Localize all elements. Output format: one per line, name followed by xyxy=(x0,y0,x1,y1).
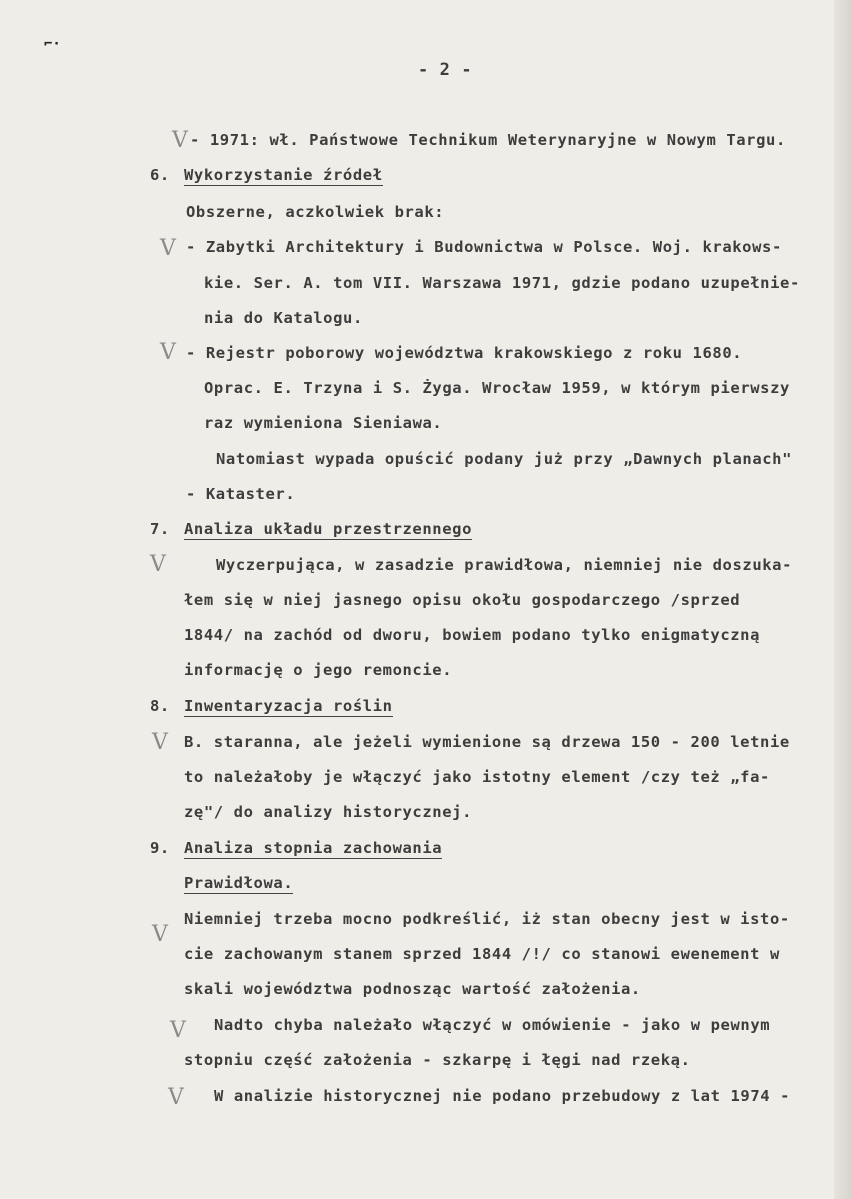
check-mark-1: V xyxy=(172,128,188,153)
check-mark-5: V xyxy=(152,730,168,755)
text-line: Niemniej trzeba mocno podkreślić, iż stan obecny jest w isto- xyxy=(184,910,790,928)
text-line: B. staranna, ale jeżeli wymienione są drzewa 150 - 200 letnie xyxy=(184,733,790,751)
text-line: zę"/ do analizy historycznej. xyxy=(184,803,473,821)
section-heading: Analiza stopnia zachowania xyxy=(184,839,443,857)
text-line: to należałoby je włączyć jako istotny element /czy też „fa- xyxy=(184,768,770,786)
page-number: - 2 - xyxy=(418,60,473,80)
check-mark-8: V xyxy=(168,1085,184,1110)
text-line: Natomiast wypada opuścić podany już przy „Dawnych planach" xyxy=(216,450,793,468)
text-line: kie. Ser. A. tom VII. Warszawa 1971, gdzie podano uzupełnie- xyxy=(204,274,800,292)
section-number: 8. xyxy=(150,697,170,715)
section-number: 7. xyxy=(150,520,170,538)
text-line: Wyczerpująca, w zasadzie prawidłowa, niemniej nie doszuka- xyxy=(216,556,793,574)
text-line: skali województwa podnosząc wartość założenia. xyxy=(184,980,641,998)
text-line: - Zabytki Architektury i Budownictwa w Polsce. Woj. krakows- xyxy=(186,238,782,256)
text-line: W analizie historycznej nie podano przebudowy z lat 1974 - xyxy=(214,1087,791,1105)
check-mark-4: V xyxy=(150,552,166,577)
text-line: - Kataster. xyxy=(186,485,296,503)
text-line: 1844/ na zachód od dworu, bowiem podano tylko enigmatyczną xyxy=(184,626,761,644)
text-line: stopniu część założenia - szkarpę i łęgi nad rzeką. xyxy=(184,1051,691,1069)
text-line: Prawidłowa. xyxy=(184,874,294,892)
text-line: Obszerne, aczkolwiek brak: xyxy=(186,203,445,221)
section-number: 9. xyxy=(150,839,170,857)
check-mark-7: V xyxy=(170,1018,186,1043)
text-line: Oprac. E. Trzyna i S. Żyga. Wrocław 1959, w którym pierwszy xyxy=(204,379,790,397)
text-line: informację o jego remoncie. xyxy=(184,661,453,679)
check-mark-2: V xyxy=(160,236,176,261)
check-mark-3: V xyxy=(160,340,176,365)
text-line: raz wymieniona Sieniawa. xyxy=(204,414,443,432)
text-line: cie zachowanym stanem sprzed 1844 /!/ co stanowi ewenement w xyxy=(184,945,780,963)
section-heading: Wykorzystanie źródeł xyxy=(184,166,383,184)
section-heading: Analiza układu przestrzennego xyxy=(184,520,473,538)
text-line: Nadto chyba należało włączyć w omówienie - jako w pewnym xyxy=(214,1016,771,1034)
check-mark-6: V xyxy=(152,922,168,947)
text-line: - 1971: wł. Państwowe Technikum Weterynaryjne w Nowym Targu. xyxy=(190,131,786,149)
text-line: - Rejestr poborowy województwa krakowskiego z roku 1680. xyxy=(186,344,743,362)
page-edge xyxy=(834,0,852,1199)
section-number: 6. xyxy=(150,166,170,184)
section-heading: Inwentaryzacja roślin xyxy=(184,697,393,715)
corner-mark: ⌐· xyxy=(44,36,61,52)
text-line: nia do Katalogu. xyxy=(204,309,363,327)
text-line: łem się w niej jasnego opisu okołu gospodarczego /sprzed xyxy=(184,591,741,609)
